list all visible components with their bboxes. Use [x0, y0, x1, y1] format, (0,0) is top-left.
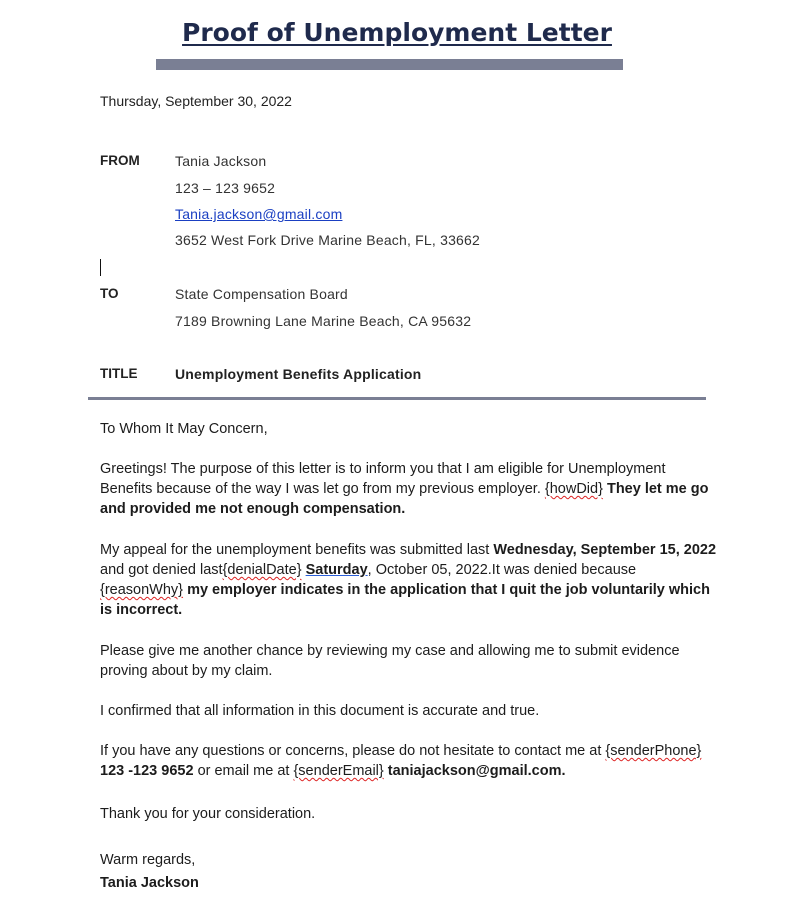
letter-title: Proof of Unemployment Letter [182, 18, 612, 47]
paragraph-1-bold: They let me go and provided me not enough compensation. [100, 481, 709, 517]
from-address: 3652 West Fork Drive Marine Beach, FL, 33662 [175, 232, 481, 248]
placeholder-reasonwhy: {reasonWhy} [100, 582, 184, 598]
paragraph-2-text-3: , October 05, 2022. [367, 562, 492, 578]
paragraph-2-bold-1: Wednesday, September 15, 2022 [493, 542, 717, 558]
subject-value: Unemployment Benefits Application [175, 366, 422, 382]
header-divider [88, 397, 706, 400]
paragraph-5-text-1: If you have any questions or concerns, please do not hesitate to contact me at [100, 743, 602, 759]
placeholder-senderemail: {senderEmail} [293, 763, 384, 779]
subject-label: TITLE [100, 366, 138, 381]
paragraph-5-text-2: or email me at [197, 763, 290, 779]
paragraph-1-text: Greetings! The purpose of this letter is to inform you that I am eligible for Unemployment Benefits because of the way I was let go from my previous employer. [100, 461, 666, 497]
paragraph-1 [100, 459, 720, 519]
paragraph-5 [100, 741, 720, 781]
salutation: To Whom It May Concern, [100, 421, 268, 437]
closing: Warm regards, [100, 852, 196, 868]
to-address: 7189 Browning Lane Marine Beach, CA 95632 [175, 313, 472, 329]
from-name: Tania Jackson [175, 153, 267, 169]
to-name: State Compensation Board [175, 286, 348, 302]
from-email-link[interactable]: Tania.jackson@gmail.com [175, 206, 343, 222]
text-cursor [100, 259, 101, 276]
placeholder-senderphone: {senderPhone} [605, 743, 702, 759]
paragraph-2-bold-3: my employer indicates in the application that I quit the job voluntarily which is incorrect. [100, 582, 710, 618]
from-label: FROM [100, 153, 140, 168]
from-phone: 123 – 123 9652 [175, 180, 276, 196]
paragraph-6: Thank you for your consideration. [100, 806, 316, 822]
paragraph-5-bold-1: 123 -123 9652 [100, 763, 194, 779]
paragraph-2 [100, 540, 720, 620]
paragraph-2-text-2: and got denied last [100, 562, 223, 578]
paragraph-2-text-4: It was denied because [491, 562, 637, 578]
letter-date: Thursday, September 30, 2022 [100, 93, 292, 109]
placeholder-howdid: {howDid} [544, 481, 603, 497]
title-divider [156, 59, 623, 70]
paragraph-2-text-1: My appeal for the unemployment benefits was submitted last [100, 542, 490, 558]
signature: Tania Jackson [100, 875, 199, 891]
placeholder-denialdate: {denialDate} [222, 562, 302, 578]
paragraph-2-bold-2: Saturday [305, 562, 368, 578]
to-label: TO [100, 286, 119, 301]
paragraph-5-bold-2: taniajackson@gmail.com. [387, 763, 566, 779]
paragraph-4: I confirmed that all information in this document is accurate and true. [100, 703, 540, 719]
paragraph-3: Please give me another chance by reviewing my case and allowing me to submit evidence proving about by my claim. [100, 643, 680, 679]
